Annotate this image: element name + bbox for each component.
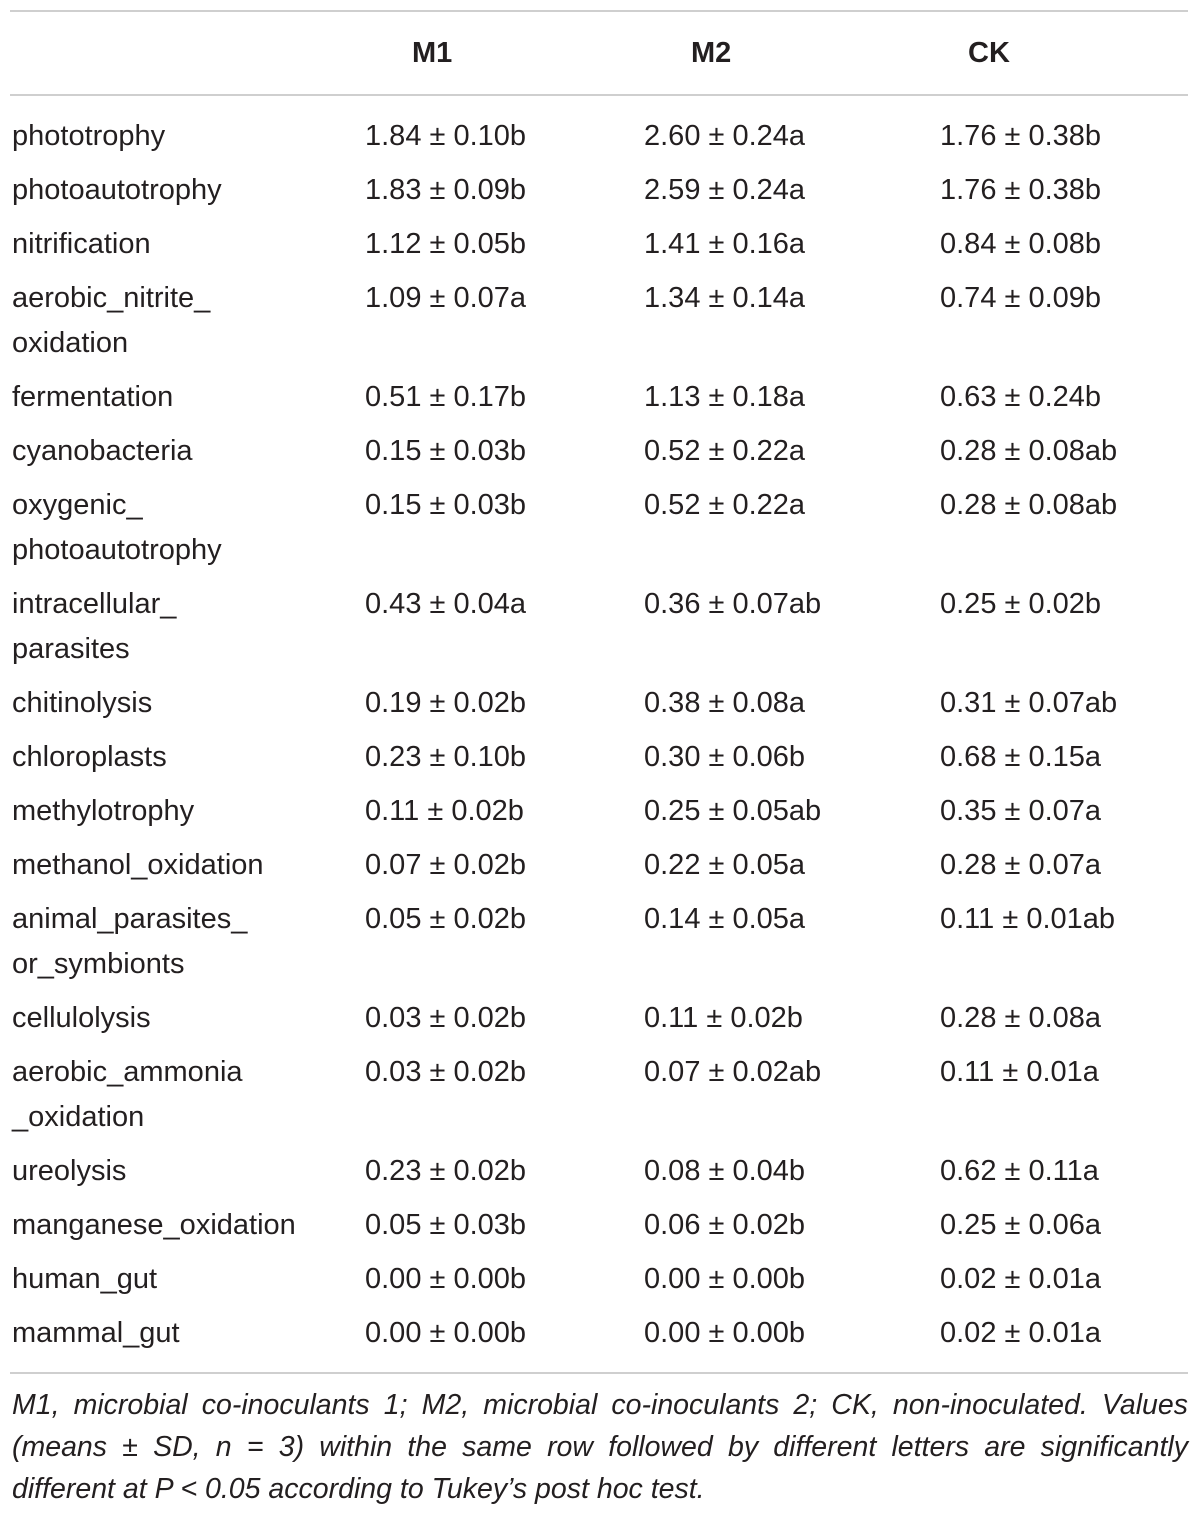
m2-value-cell: 0.00 ± 0.00b <box>644 1317 806 1349</box>
function-name-cell: mammal_gut <box>12 1317 180 1349</box>
ck-value-cell: 0.11 ± 0.01a <box>940 1056 1099 1088</box>
ck-value-cell: 0.25 ± 0.06a <box>940 1209 1102 1241</box>
table-row <box>10 843 1188 897</box>
ck-value-cell: 1.76 ± 0.38b <box>940 174 1102 206</box>
m2-value-cell: 0.07 ± 0.02ab <box>644 1056 822 1088</box>
function-name-cell: cellulolysis <box>12 1002 151 1034</box>
function-name-cell: methylotrophy <box>12 795 195 827</box>
function-name-cell: manganese_oxidation <box>12 1209 296 1241</box>
m1-value-cell: 0.23 ± 0.10b <box>365 741 527 773</box>
function-name-cell: aerobic_ammonia _oxidation <box>12 1056 243 1133</box>
table-row <box>10 582 1188 681</box>
ck-value-cell: 0.31 ± 0.07ab <box>940 687 1118 719</box>
m2-value-cell: 1.34 ± 0.14a <box>644 282 806 314</box>
ck-value-cell: 0.02 ± 0.01a <box>940 1263 1102 1295</box>
ck-value-cell: 0.74 ± 0.09b <box>940 282 1102 314</box>
m2-value-cell: 0.36 ± 0.07ab <box>644 588 822 620</box>
m2-value-cell: 0.30 ± 0.06b <box>644 741 806 773</box>
m2-value-cell: 1.41 ± 0.16a <box>644 228 806 260</box>
m2-value-cell: 0.14 ± 0.05a <box>644 903 806 935</box>
function-name-cell: phototrophy <box>12 120 166 152</box>
function-name-cell: chitinolysis <box>12 687 153 719</box>
ck-value-cell: 0.68 ± 0.15a <box>940 741 1102 773</box>
function-name-cell: photoautotrophy <box>12 174 222 206</box>
m1-value-cell: 0.05 ± 0.02b <box>365 903 527 935</box>
m1-value-cell: 1.84 ± 0.10b <box>365 120 527 152</box>
m2-value-cell: 1.13 ± 0.18a <box>644 381 806 413</box>
table-header <box>10 12 1188 95</box>
function-name-cell: methanol_oxidation <box>12 849 264 881</box>
data-table <box>10 12 1188 1372</box>
ck-value-cell: 0.25 ± 0.02b <box>940 588 1102 620</box>
m1-value-cell: 0.05 ± 0.03b <box>365 1209 527 1241</box>
m2-value-cell: 2.59 ± 0.24a <box>644 174 806 206</box>
m2-value-cell: 0.08 ± 0.04b <box>644 1155 806 1187</box>
function-name-cell: intracellular_ parasites <box>12 588 177 665</box>
function-name-cell: oxygenic_ photoautotrophy <box>12 489 222 566</box>
header-row <box>10 12 1188 95</box>
m1-value-cell: 0.03 ± 0.02b <box>365 1002 527 1034</box>
table-row <box>10 1311 1188 1372</box>
ck-value-cell: 0.02 ± 0.01a <box>940 1317 1102 1349</box>
m2-value-cell: 0.25 ± 0.05ab <box>644 795 822 827</box>
m2-value-cell: 0.52 ± 0.22a <box>644 489 806 521</box>
table-row <box>10 1257 1188 1311</box>
table-row <box>10 429 1188 483</box>
ck-value-cell: 0.63 ± 0.24b <box>940 381 1102 413</box>
header-ck: CK <box>924 12 1188 95</box>
m2-value-cell: 0.22 ± 0.05a <box>644 849 806 881</box>
ck-value-cell: 0.28 ± 0.07a <box>940 849 1102 881</box>
table-row <box>10 222 1188 276</box>
ck-value-cell: 0.62 ± 0.11a <box>940 1155 1099 1187</box>
m1-value-cell: 0.43 ± 0.04a <box>365 588 527 620</box>
m1-value-cell: 1.83 ± 0.09b <box>365 174 527 206</box>
ck-value-cell: 0.28 ± 0.08a <box>940 1002 1102 1034</box>
m1-value-cell: 1.09 ± 0.07a <box>365 282 527 314</box>
header-m2: M2 <box>627 12 924 95</box>
ck-value-cell: 0.28 ± 0.08ab <box>940 435 1118 467</box>
function-name-cell: ureolysis <box>12 1155 127 1187</box>
table-row <box>10 1149 1188 1203</box>
function-name-cell: cyanobacteria <box>12 435 193 467</box>
m2-value-cell: 2.60 ± 0.24a <box>644 120 806 152</box>
ck-value-cell: 0.35 ± 0.07a <box>940 795 1102 827</box>
table-row <box>10 1050 1188 1149</box>
m1-value-cell: 0.19 ± 0.02b <box>365 687 527 719</box>
function-name-cell: nitrification <box>12 228 151 260</box>
m1-value-cell: 0.03 ± 0.02b <box>365 1056 527 1088</box>
table-footnote: M1, microbial co-inoculants 1; M2, microbial co-inoculants 2; CK, non-inoculated. Values (means ± SD, n = 3) within the same row followed by different letters are significantly different at P < 0.05 according to Tukey’s post hoc test. <box>10 1372 1188 1510</box>
ck-value-cell: 0.11 ± 0.01ab <box>940 903 1116 935</box>
table-container <box>10 10 1188 1510</box>
m1-value-cell: 0.15 ± 0.03b <box>365 435 527 467</box>
m1-value-cell: 0.51 ± 0.17b <box>365 381 527 413</box>
m2-value-cell: 0.06 ± 0.02b <box>644 1209 806 1241</box>
m1-value-cell: 0.23 ± 0.02b <box>365 1155 527 1187</box>
m2-value-cell: 0.00 ± 0.00b <box>644 1263 806 1295</box>
table-row <box>10 735 1188 789</box>
m1-value-cell: 0.00 ± 0.00b <box>365 1317 527 1349</box>
ck-value-cell: 0.84 ± 0.08b <box>940 228 1102 260</box>
header-m1: M1 <box>348 12 627 95</box>
table-row <box>10 276 1188 375</box>
table-row <box>10 95 1188 168</box>
table-row <box>10 681 1188 735</box>
m1-value-cell: 0.07 ± 0.02b <box>365 849 527 881</box>
table-row <box>10 168 1188 222</box>
m2-value-cell: 0.38 ± 0.08a <box>644 687 806 719</box>
header-function <box>10 12 348 95</box>
function-name-cell: aerobic_nitrite_ oxidation <box>12 282 211 359</box>
m1-value-cell: 0.15 ± 0.03b <box>365 489 527 521</box>
function-name-cell: chloroplasts <box>12 741 167 773</box>
ck-value-cell: 1.76 ± 0.38b <box>940 120 1102 152</box>
function-name-cell: human_gut <box>12 1263 158 1295</box>
m1-value-cell: 0.11 ± 0.02b <box>365 795 524 827</box>
m2-value-cell: 0.52 ± 0.22a <box>644 435 806 467</box>
table-row <box>10 1203 1188 1257</box>
ck-value-cell: 0.28 ± 0.08ab <box>940 489 1118 521</box>
m1-value-cell: 0.00 ± 0.00b <box>365 1263 527 1295</box>
table-row <box>10 789 1188 843</box>
table-row <box>10 897 1188 996</box>
m2-value-cell: 0.11 ± 0.02b <box>644 1002 803 1034</box>
function-name-cell: animal_parasites_ or_symbionts <box>12 903 248 980</box>
table-row <box>10 483 1188 582</box>
m1-value-cell: 1.12 ± 0.05b <box>365 228 527 260</box>
table-row <box>10 996 1188 1050</box>
function-name-cell: fermentation <box>12 381 174 413</box>
table-body <box>10 95 1188 1372</box>
table-row <box>10 375 1188 429</box>
